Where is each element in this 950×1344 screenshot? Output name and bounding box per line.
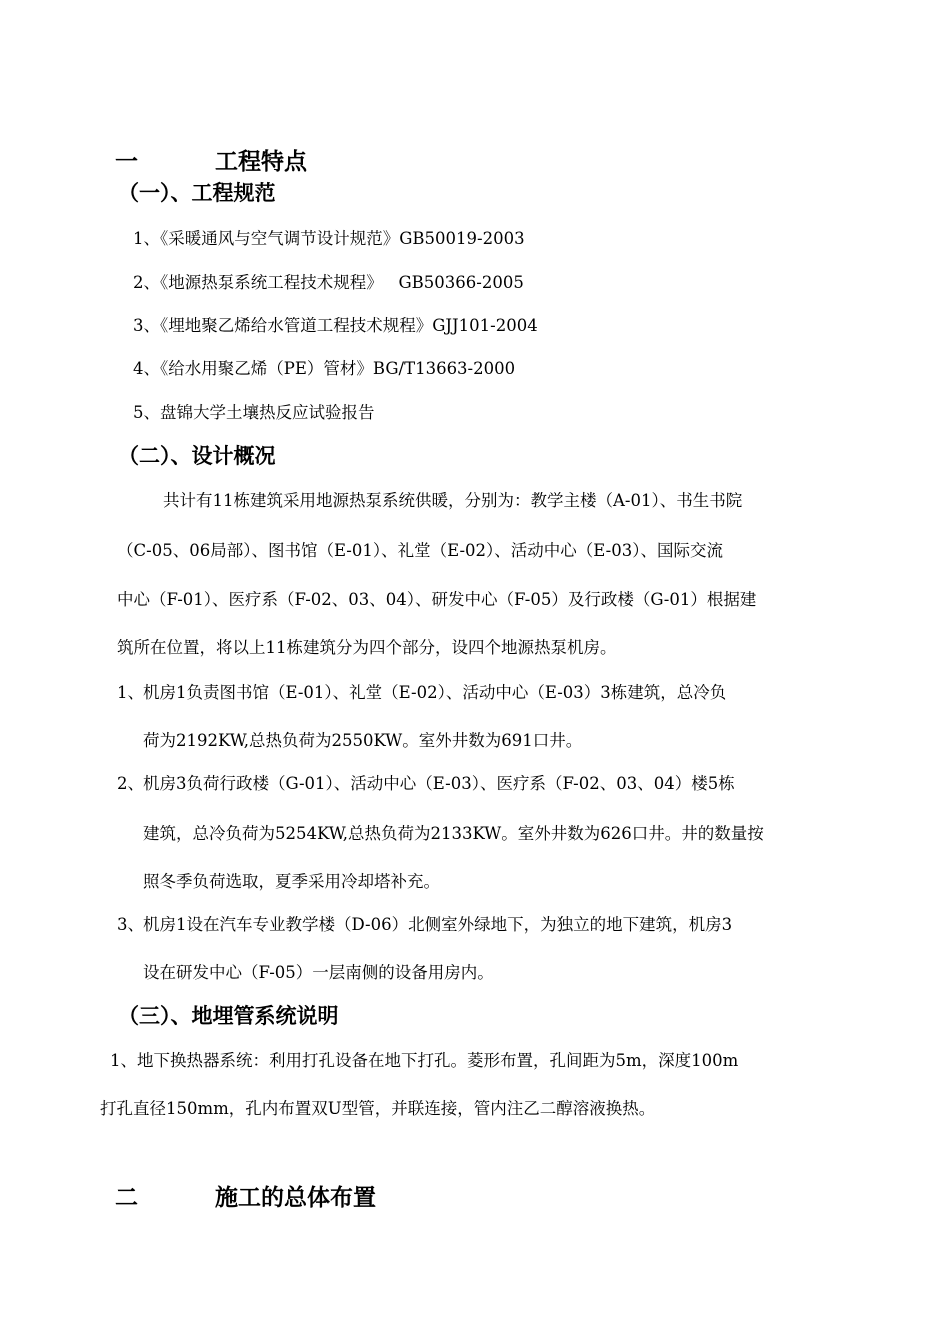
reference-item: 5、盘锦大学土壤热反应试验报告 (133, 403, 375, 422)
list-item-line: 建筑，总冷负荷为5254KW,总热负荷为2133KW。室外井数为626口井。井的数量按 (143, 824, 764, 843)
section-1-title: 工程特点 (215, 149, 307, 175)
list-number: 2、 (117, 774, 144, 793)
section-2-number: 二 (115, 1185, 138, 1211)
reference-item: 1、《采暖通风与空气调节设计规范》GB50019-2003 (133, 229, 525, 248)
list-item-line: 荷为2192KW,总热负荷为2550KW。室外井数为691口井。 (143, 731, 583, 750)
section-1-number: 一 (115, 149, 138, 175)
list-item-line: 机房1负责图书馆（E-01）、礼堂（E-02）、活动中心（E-03）3栋建筑，总冷负 (143, 683, 727, 702)
reference-item: 4、《给水用聚乙烯（PE）管材》BG/T13663-2000 (133, 359, 516, 378)
paragraph-line: （C-05、06局部）、图书馆（E-01）、礼堂（E-02）、活动中心（E-03）、国际交流 (117, 541, 723, 560)
paragraph-line: 共计有11栋建筑采用地源热泵系统供暖，分别为：教学主楼（A-01）、书生书院 (163, 491, 743, 510)
list-number: 3、 (117, 915, 144, 934)
subsection-1-title: （一）、工程规范 (118, 181, 276, 205)
subsection-3-title: （三）、地埋管系统说明 (118, 1004, 339, 1028)
subsection-2-title: （二）、设计概况 (118, 444, 276, 468)
list-item-line: 机房3负荷行政楼（G-01）、活动中心（E-03）、医疗系（F-02、03、04）楼5栋 (143, 774, 735, 793)
list-item-line: 设在研发中心（F-05）一层南侧的设备用房内。 (143, 963, 494, 982)
list-number: 1、 (117, 683, 144, 702)
paragraph-line: 中心（F-01）、医疗系（F-02、03、04）、研发中心（F-05）及行政楼（G-01）根据建 (117, 590, 757, 609)
paragraph-line: 打孔直径150mm，孔内布置双U型管，并联连接，管内注乙二醇溶液换热。 (100, 1099, 656, 1118)
reference-item: 3、《埋地聚乙烯给水管道工程技术规程》GJJ101-2004 (133, 316, 538, 335)
paragraph-line: 1、地下换热器系统：利用打孔设备在地下打孔。菱形布置，孔间距为5m，深度100m (110, 1051, 739, 1070)
paragraph-line: 筑所在位置，将以上11栋建筑分为四个部分，设四个地源热泵机房。 (117, 638, 617, 657)
section-2-title: 施工的总体布置 (215, 1185, 376, 1211)
list-item-line: 机房1设在汽车专业教学楼（D-06）北侧室外绿地下，为独立的地下建筑，机房3 (143, 915, 733, 934)
reference-item: 2、《地源热泵系统工程技术规程》 GB50366-2005 (133, 273, 524, 292)
list-item-line: 照冬季负荷选取，夏季采用冷却塔补充。 (143, 872, 440, 891)
